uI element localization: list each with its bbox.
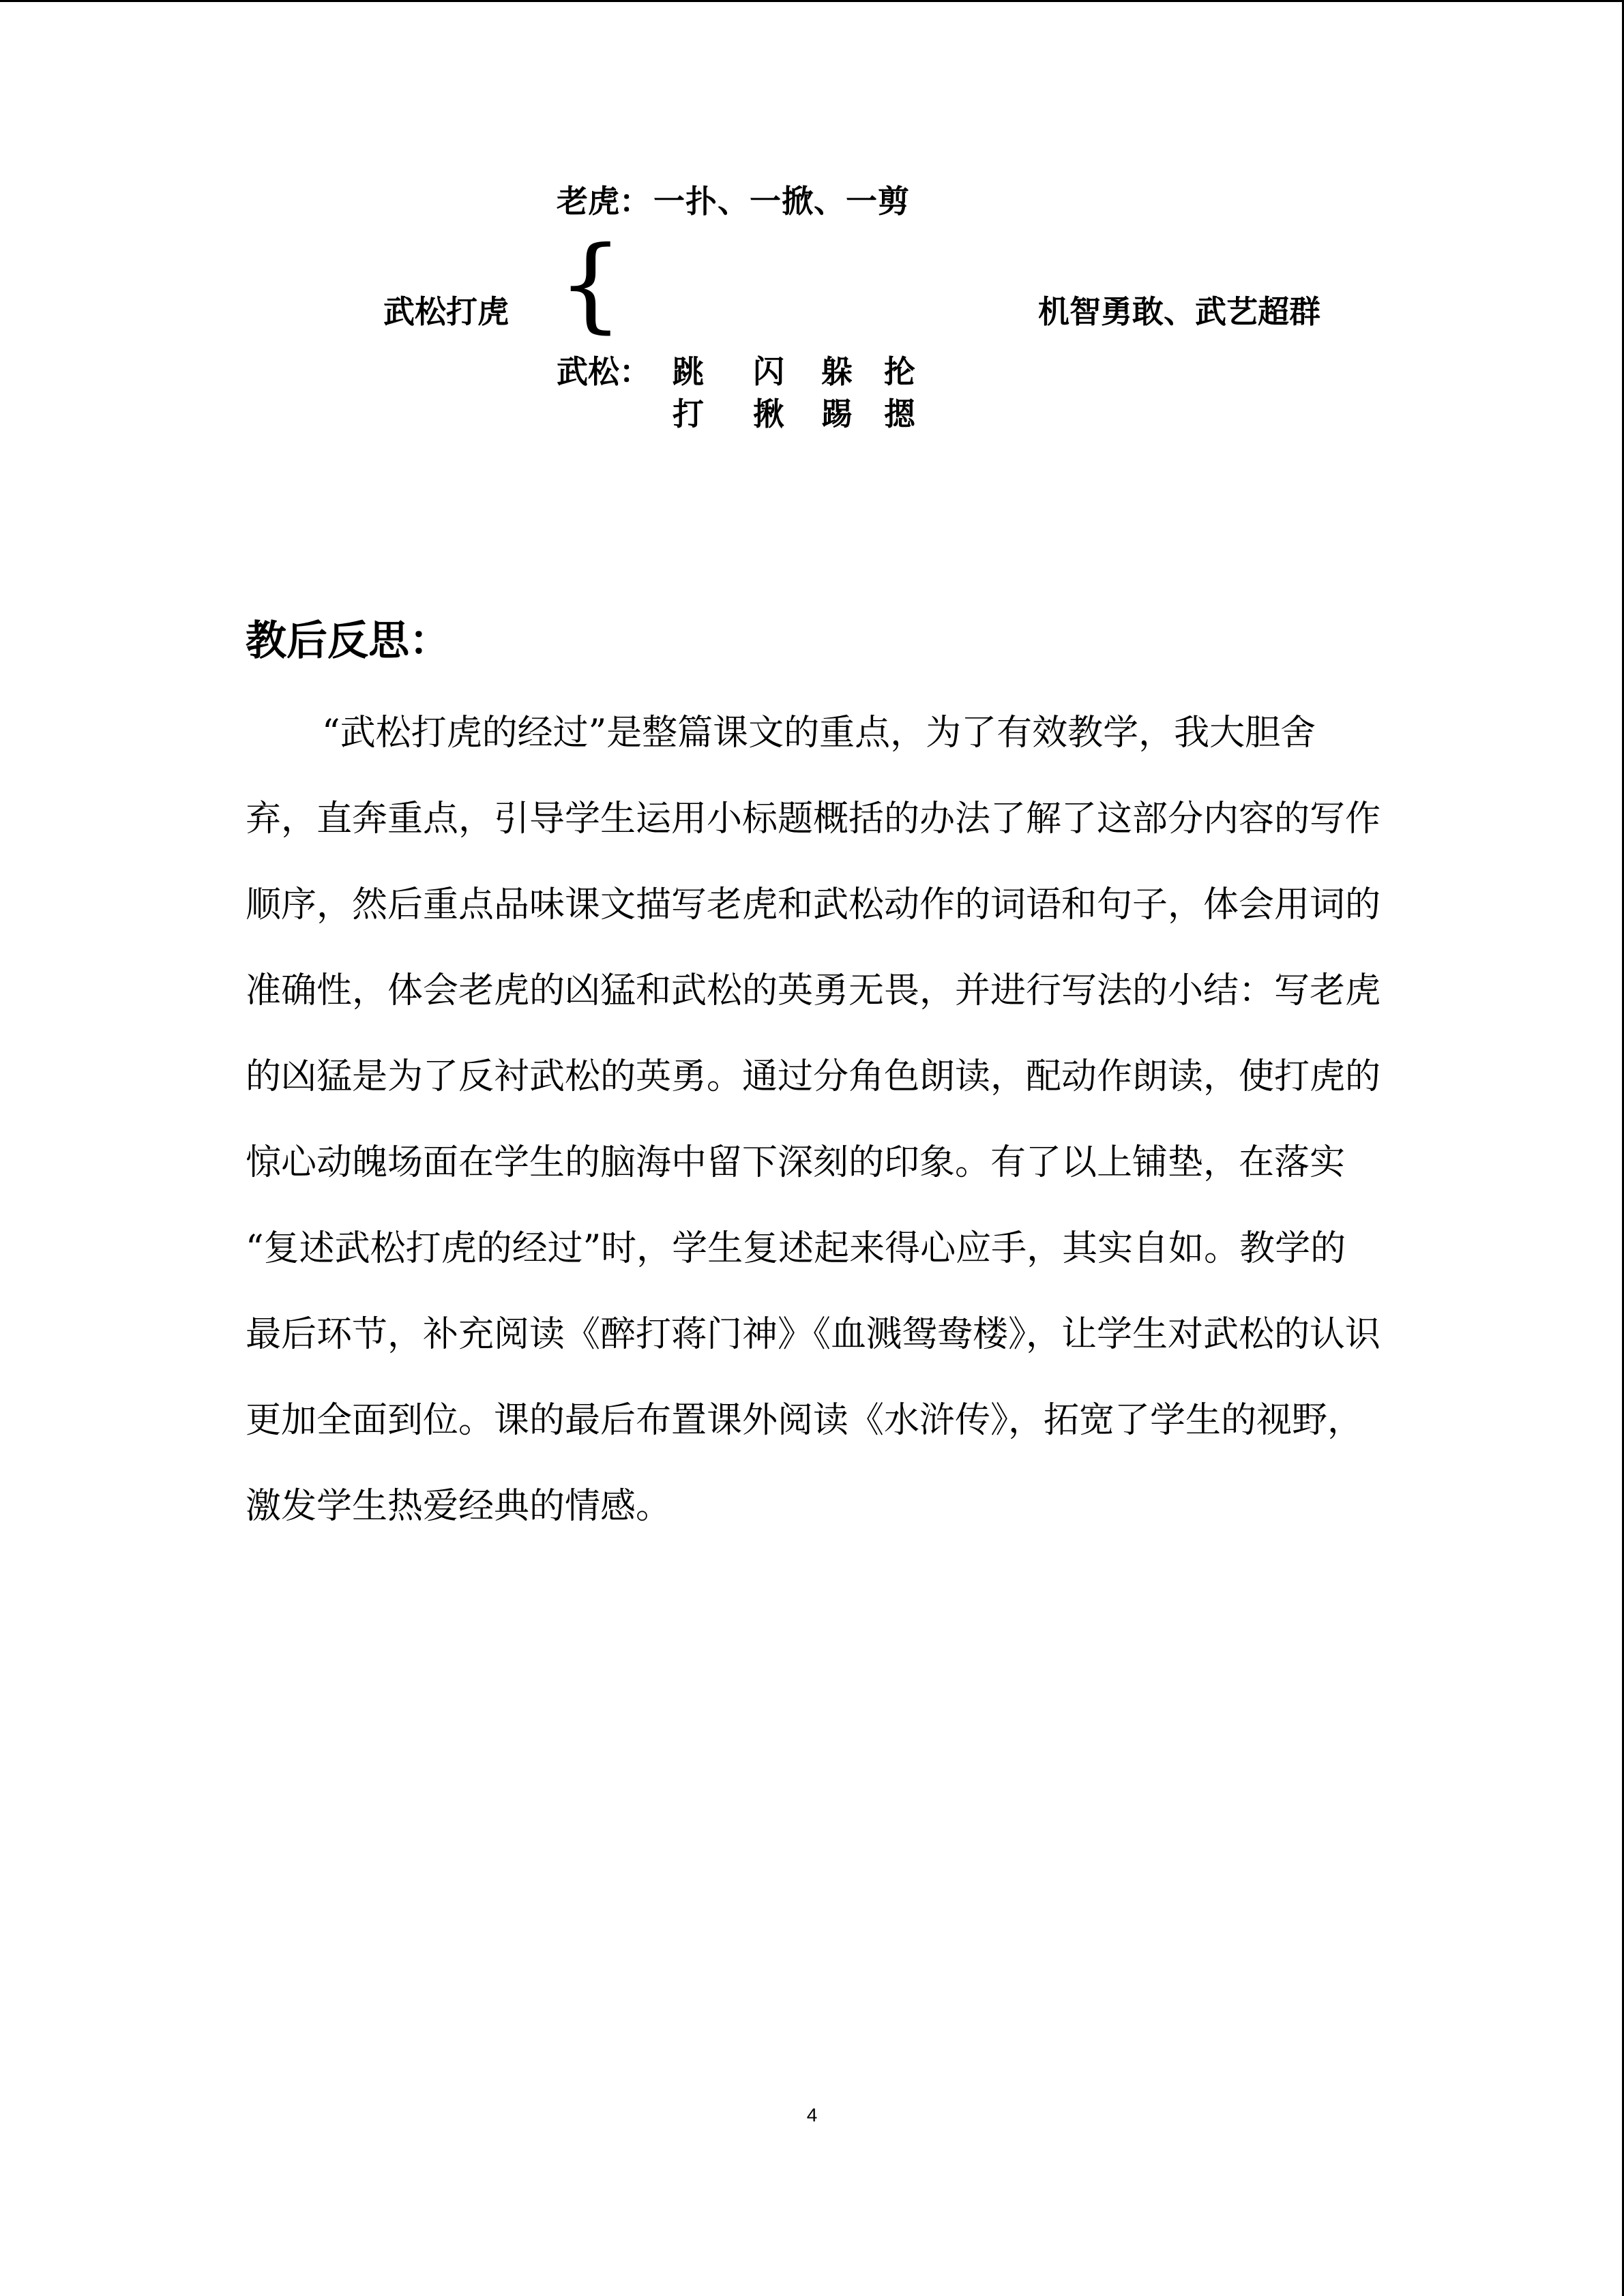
paragraph-line: 最后环节，补充阅读《醉打蒋门神》《血溅鸳鸯楼》，让学生对武松的认识 bbox=[246, 1314, 1381, 1355]
diagram-topic: 武松打虎 bbox=[383, 293, 509, 330]
tiger-label: 老虎： bbox=[557, 183, 651, 220]
wusong-action: 打 bbox=[673, 396, 704, 432]
wusong-action: 跳 bbox=[673, 353, 704, 390]
paragraph-line: 准确性，体会老虎的凶猛和武松的英勇无畏，并进行写法的小结：写老虎 bbox=[246, 970, 1381, 1011]
paragraph-line: 的凶猛是为了反衬武松的英勇。通过分角色朗读，配动作朗读，使打虎的 bbox=[246, 1056, 1381, 1097]
wusong-action: 闪 bbox=[753, 353, 784, 390]
paragraph-line: 顺序，然后重点品味课文描写老虎和武松动作的词语和句子，体会用词的 bbox=[246, 884, 1381, 925]
wusong-action: 踢 bbox=[821, 396, 853, 432]
diagram-conclusion: 机智勇敢、武艺超群 bbox=[1038, 293, 1320, 330]
wusong-label: 武松： bbox=[557, 353, 651, 390]
paragraph-line: 激发学生热爱经典的情感。 bbox=[246, 1486, 672, 1527]
paragraph-line: 弃，直奔重点，引导学生运用小标题概括的办法了解了这部分内容的写作 bbox=[246, 799, 1381, 839]
wusong-action: 躲 bbox=[821, 353, 853, 390]
wusong-action: 揪 bbox=[753, 396, 784, 432]
paragraph-line: 惊心动魄场面在学生的脑海中留下深刻的印象。有了以上铺垫，在落实 bbox=[246, 1142, 1346, 1183]
reflection-paragraph bbox=[246, 690, 1473, 1549]
page-number: 4 bbox=[806, 2104, 818, 2126]
paragraph-line: “复述武松打虎的经过”时，学生复述起来得心应手，其实自如。教学的 bbox=[246, 1228, 1346, 1269]
paragraph-line: 更加全面到位。课的最后布置课外阅读《水浒传》，拓宽了学生的视野， bbox=[246, 1400, 1363, 1441]
wusong-action: 摁 bbox=[884, 396, 915, 432]
blackboard-diagram bbox=[0, 0, 1624, 477]
reflection-heading: 教后反思： bbox=[246, 617, 450, 665]
left-brace-icon: { bbox=[558, 225, 623, 344]
paragraph-line: “武松打虎的经过”是整篇课文的重点，为了有效教学，我大胆舍 bbox=[322, 713, 1316, 754]
wusong-action: 抡 bbox=[884, 353, 915, 390]
tiger-actions: 一扑、一掀、一剪 bbox=[653, 183, 910, 220]
